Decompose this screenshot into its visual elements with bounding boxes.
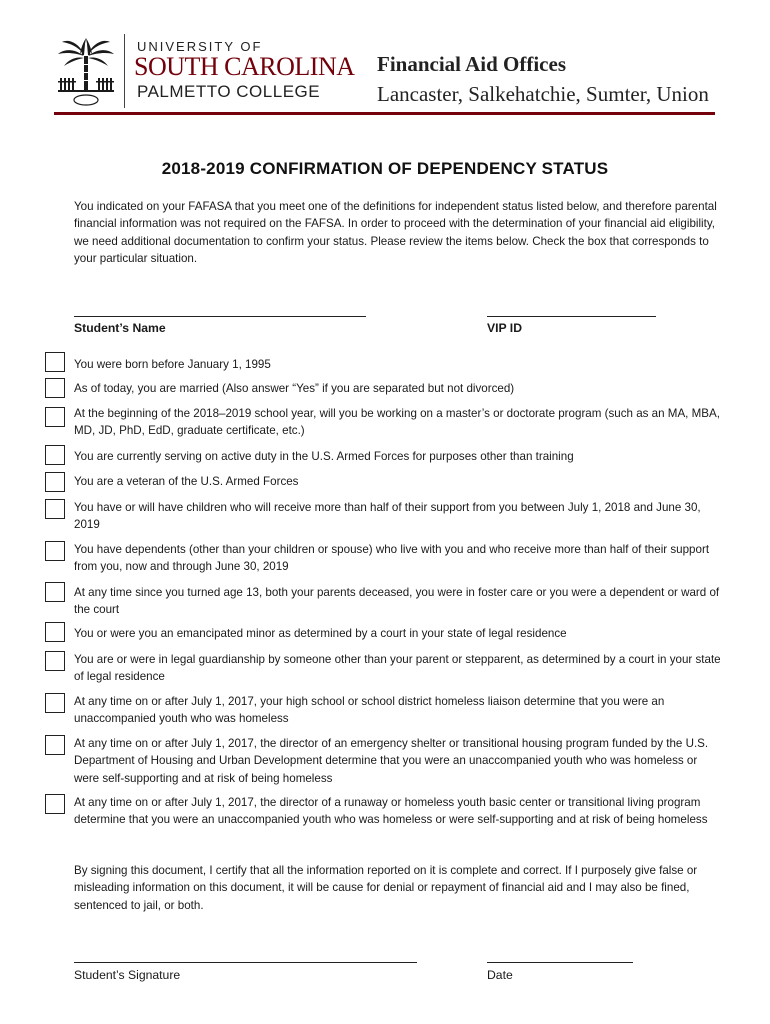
university-label: UNIVERSITY OF	[137, 39, 263, 54]
date-field[interactable]	[487, 962, 633, 963]
option-label: At any time since you turned age 13, both your parents deceased, you were in foster care or you were a dependent or ward of the court	[74, 586, 720, 617]
vip-id-field[interactable]	[487, 316, 656, 317]
checkbox-runaway-youth-center[interactable]	[45, 794, 65, 814]
option-label: You have dependents (other than your children or spouse) who live with you and who receive more than half of their support from you, now and through June 30, 2019	[74, 543, 710, 574]
college-name: PALMETTO COLLEGE	[137, 82, 321, 101]
option-label: You are or were in legal guardianship by someone other than your parent or stepparent, as determined by a court in your state of legal residence	[74, 653, 721, 684]
option-label: At any time on or after July 1, 2017, the director of an emergency shelter or transitional housing program funded by the U.S. Department of Housing and Urban Development determine that you were an unaccompanied youth who was homeless or were self-supporting and at risk of being homeless	[74, 737, 709, 785]
office-title: Financial Aid Offices	[377, 52, 566, 76]
checkbox-homeless-liaison[interactable]	[45, 693, 65, 713]
option-label: As of today, you are married (Also answer “Yes” if you are separated but not divorced)	[74, 382, 515, 395]
certification-paragraph: By signing this document, I certify that all the information reported on it is complete and correct. If I purposely give false or misleading information on this document, it will be cause for denial or repayment of financial aid and I may also be fined, sentenced to jail, or both.	[74, 864, 698, 912]
header-rule	[54, 112, 715, 115]
checkbox-foster-care[interactable]	[45, 582, 65, 602]
document-title: 2018-2019 CONFIRMATION OF DEPENDENCY STATUS	[161, 159, 609, 178]
checkbox-graduate-program[interactable]	[45, 407, 65, 427]
option-label: You have or will have children who will receive more than half of their support from you between July 1, 2018 and June 30, 2019	[74, 501, 701, 532]
school-name: SOUTH CAROLINA	[134, 52, 355, 81]
office-locations: Lancaster, Salkehatchie, Sumter, Union	[377, 82, 709, 106]
student-name-label: Student’s Name	[74, 321, 166, 335]
header-divider	[124, 34, 125, 108]
option-label: At the beginning of the 2018–2019 school year, will you be working on a master’s or doctorate program (such as an MA, MBA, MD, JD, PhD, EdD, graduate certificate, etc.)	[74, 407, 720, 438]
option-label: At any time on or after July 1, 2017, your high school or school district homeless liaison determine that you were an unaccompanied youth who was homeless	[74, 695, 665, 726]
option-label: You or were you an emancipated minor as determined by a court in your state of legal residence	[74, 627, 567, 640]
checkbox-emancipated-minor[interactable]	[45, 622, 65, 642]
intro-paragraph: You indicated on your FAFASA that you meet one of the definitions for independent status listed below, and therefore parental financial information was not required on the FAFSA. In order to proceed with the determination of your financial aid eligibility, we need additional documentation to confirm your status. Please review the items below. Check the box that corresponds to your particular situation.	[74, 200, 717, 265]
date-label: Date	[487, 968, 513, 982]
option-label: You were born before January 1, 1995	[74, 358, 271, 371]
vip-id-label: VIP ID	[487, 321, 522, 335]
checkbox-veteran[interactable]	[45, 472, 65, 492]
palmetto-tree-icon	[54, 34, 118, 108]
checkbox-legal-guardianship[interactable]	[45, 651, 65, 671]
student-signature-field[interactable]	[74, 962, 417, 963]
option-label: You are currently serving on active duty in the U.S. Armed Forces for purposes other than training	[74, 450, 574, 463]
checkbox-active-duty[interactable]	[45, 445, 65, 465]
checkbox-emergency-shelter[interactable]	[45, 735, 65, 755]
checkbox-children-support[interactable]	[45, 499, 65, 519]
checkbox-married[interactable]	[45, 378, 65, 398]
student-signature-label: Student’s Signature	[74, 968, 181, 982]
option-label: You are a veteran of the U.S. Armed Forces	[74, 475, 299, 488]
student-name-field[interactable]	[74, 316, 366, 317]
option-label: At any time on or after July 1, 2017, the director of a runaway or homeless youth basic center or transitional living program determine that you were an unaccompanied youth who was homeless or were self-supporting and at risk of being homeless	[74, 796, 708, 827]
checkbox-dependents[interactable]	[45, 541, 65, 561]
checkbox-born-before-1995[interactable]	[45, 352, 65, 372]
